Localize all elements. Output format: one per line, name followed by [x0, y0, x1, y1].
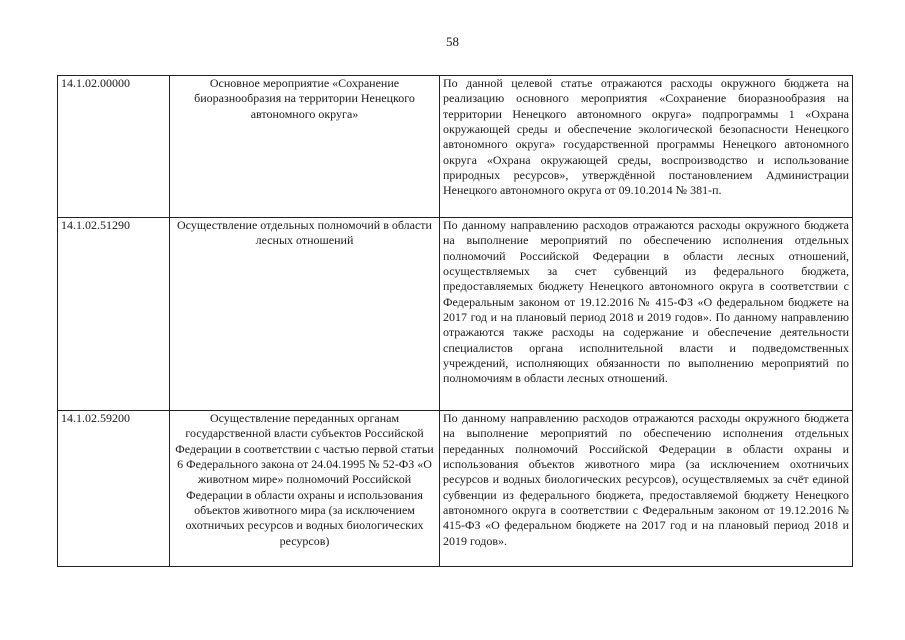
- target-article-code: 14.1.02.00000: [58, 76, 170, 218]
- target-article-name: Осуществление переданных органам государственной власти субъектов Российской Федерации в соответствии с частью первой статьи 6 Федерального закона от 24.04.1995 № 52-ФЗ «О животном мире» полномочий Российской Федерации в области охраны и использования объектов животного мира (за исключением охотничьих ресурсов и водных биологических ресурсов): [170, 411, 440, 567]
- target-article-name: Осуществление отдельных полномочий в области лесных отношений: [170, 218, 440, 411]
- target-article-code: 14.1.02.59200: [58, 411, 170, 567]
- table-row: [58, 218, 853, 411]
- target-article-code: 14.1.02.51290: [58, 218, 170, 411]
- budget-classification-table: [57, 75, 853, 567]
- target-article-description: По данному направлению расходов отражаются расходы окружного бюджета на выполнение мероприятий по обеспечению исполнения отдельных полномочий Российской Федерации в области лесных отношений, осуществляемых за счет субвенций из федерального бюджета, предоставляемых бюджету Ненецкого автономного округа в соответствии с Федеральным законом от 19.12.2016 № 415-ФЗ «О федеральном бюджете на 2017 год и на плановый период 2018 и 2019 годов». По данному направлению отражаются также расходы на содержание и обеспечение деятельности специалистов органа исполнительной власти и подведомственных учреждений, исполняющих обязанности по выполнению мероприятий по полномочиям в области лесных отношений.: [440, 218, 853, 411]
- table-row: [58, 76, 853, 218]
- target-article-description: По данному направлению расходов отражаются расходы окружного бюджета на выполнение мероприятий по обеспечению исполнения отдельных переданных полномочий Российской Федерации в области охраны и использования объектов животного мира (за исключением охотничьих ресурсов и водных биологических ресурсов), осуществляемых за счёт единой субвенции из федерального бюджета, предоставляемой бюджету Ненецкого автономного округа в соответствии с Федеральным законом от 19.12.2016 № 415-ФЗ «О федеральном бюджете на 2017 год и на плановый период 2018 и 2019 годов».: [440, 411, 853, 567]
- page-number: 58: [446, 34, 459, 49]
- target-article-name: Основное мероприятие «Сохранение биоразнообразия на территории Ненецкого автономного округа»: [170, 76, 440, 218]
- table-row: [58, 411, 853, 567]
- target-article-description: По данной целевой статье отражаются расходы окружного бюджета на реализацию основного мероприятия «Сохранение биоразнообразия на территории Ненецкого автономного округа» подпрограммы 1 «Охрана окружающей среды и обеспечение экологической безопасности Ненецкого автономного округа» государственной программы Ненецкого автономного округа «Охрана окружающей среды, воспроизводство и использование природных ресурсов», утверждённой постановлением Администрации Ненецкого автономного округа от 09.10.2014 № 381-п.: [440, 76, 853, 218]
